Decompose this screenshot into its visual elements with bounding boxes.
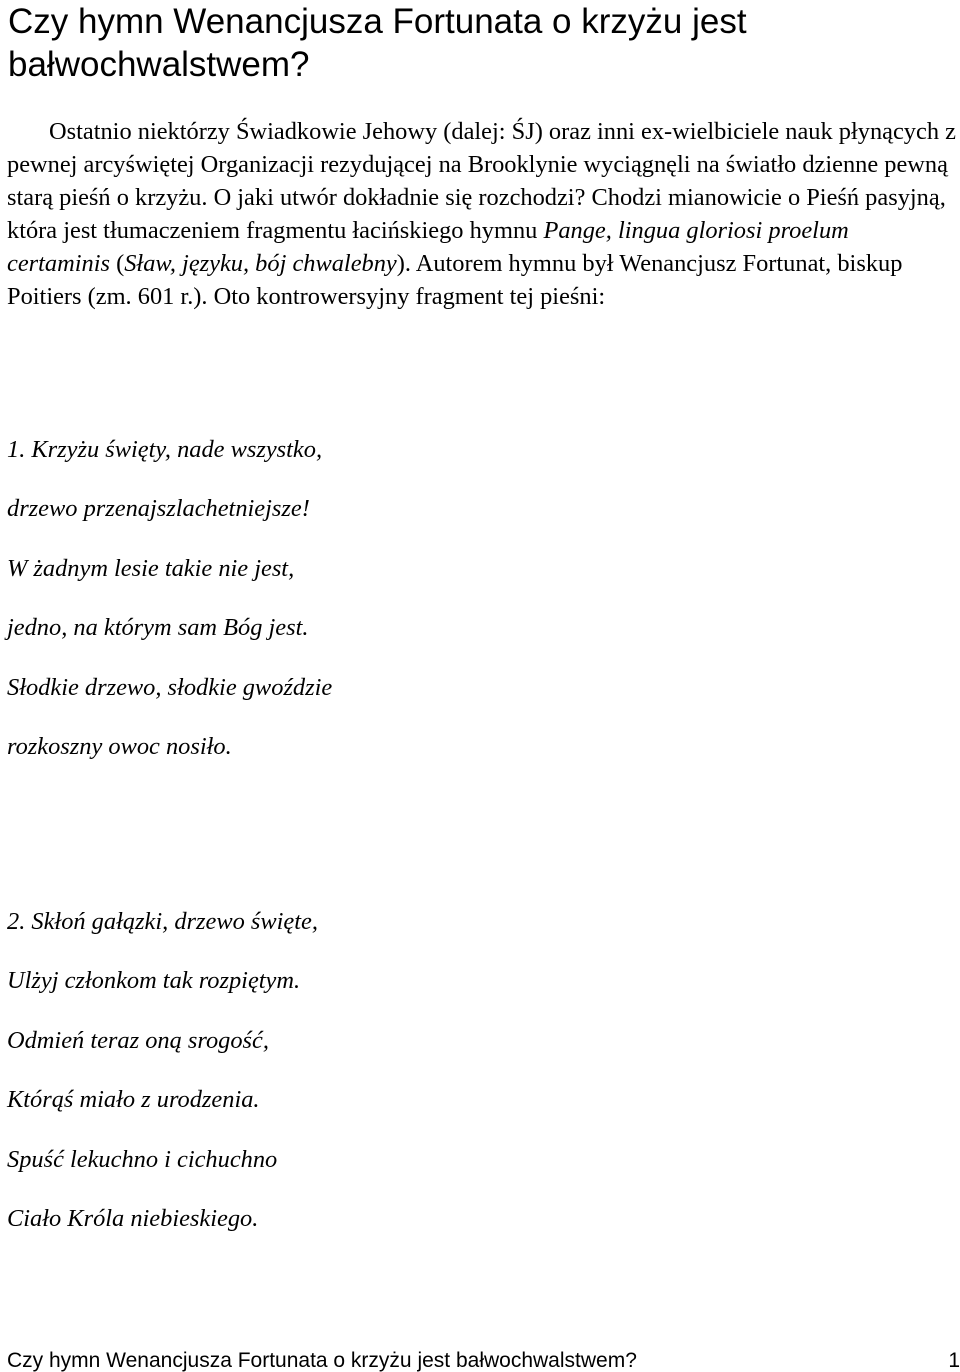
verse-line: rozkoszny owoc nosiło. [7, 732, 232, 760]
verse-line: Słodkie drzewo, słodkie gwoździe [7, 673, 333, 701]
verse-line: 1. Krzyżu święty, nade wszystko, [7, 436, 323, 463]
intro-text: Ostatnio niektórzy Świadkowie Jehowy (dalej: ŚJ) oraz inni ex-wielbiciele nauk płynących z pewnej arcyświętej Organizacji rezydującej na Brooklynie wyciągnęli na światło dzienne pewną starą pieśń o krzyżu. O jaki utwór dokładnie się rozchodzi? Chodzi mianowicie o Pieśń pasyjną, która jest tłumaczeniem fragmentu łacińskiego hymnu [7, 118, 956, 244]
stanza-1 [7, 433, 947, 789]
latin-hymn-title: Pange, lingua gloriosi proelum certaminis [7, 217, 849, 277]
verse-line: Którąś miało z urodzenia. [7, 1086, 260, 1114]
page-number: 1 [948, 1349, 960, 1372]
verse-line: Spuść lekuchno i cichuchno [7, 1145, 278, 1173]
stanza-2 [7, 905, 947, 1261]
verse-line: W żadnym lesie takie nie jest, [7, 554, 295, 582]
verse-line: Odmień teraz oną srogość, [7, 1026, 269, 1054]
verse-line: Ulżyj członkom tak rozpiętym. [7, 967, 301, 995]
footer-title: Czy hymn Wenancjusza Fortunata o krzyżu jest bałwochwalstwem? [7, 1349, 637, 1372]
intro-text: ). Autorem hymnu był Wenancjusz Fortunat, biskup Poitiers (zm. 601 r.). Oto kontrowersyjny fragment tej pieśni: [7, 250, 903, 310]
intro-text: ( [109, 250, 125, 277]
verse-line: jedno, na którym sam Bóg jest. [7, 614, 309, 642]
verse-line: Ciało Króla niebieskiego. [7, 1204, 259, 1232]
polish-hymn-title: Sław, języku, bój chwalebny [124, 250, 397, 277]
page-title: Czy hymn Wenancjusza Fortunata o krzyżu jest bałwochwalstwem? [8, 2, 747, 84]
verse-line: drzewo przenajszlachetniejsze! [7, 495, 310, 523]
intro-paragraph [7, 115, 957, 313]
page-footer [7, 1349, 960, 1372]
verse-line: 2. Skłoń gałązki, drzewo święte, [7, 908, 318, 935]
